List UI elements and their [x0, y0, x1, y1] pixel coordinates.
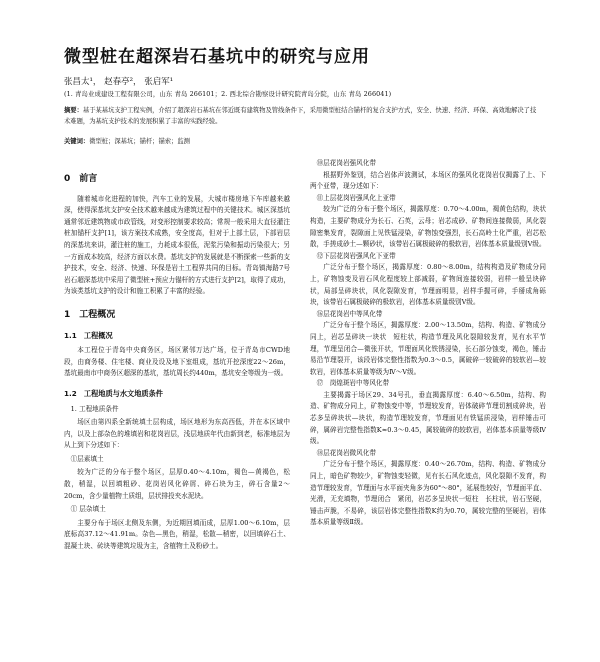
paragraph-geology: 场区由第四系全新统填土层构成，场区地形为东高西低，并在本区域中内，以及上部杂色的堆填岩和花岗岩层，浅层地质年代由新到老，标准地层为从上到下分述如下： — [64, 418, 290, 450]
keywords-label: 关键词： — [64, 138, 90, 145]
heading-layer-e: ⑰ 岗煌斑岩中等风化带 — [316, 379, 390, 388]
section-0-heading: 0 前言 — [64, 174, 98, 184]
abstract — [64, 106, 540, 127]
paragraph-fill-2: 主要分布于场区北侧及东侧，为近期回填而成，层厚1.00～6.10m，层底标高37.12～41.91m。杂色—黑色，稍湿，松散—稍密，以回填碎石土、混凝土块、砖块等建筑垃圾为主，含植物土及粉砂土。 — [64, 518, 290, 551]
keywords — [64, 136, 190, 145]
section-1-heading: 1 工程概况 — [64, 309, 116, 320]
paragraph-layer-a: 根据野外鉴别，结合岩体声波测试，本场区的强风化花岗岩仅揭露了上、下两个亚带，现分述如下： — [310, 170, 546, 191]
paragraph-layer-c: 广泛分布于整个场区，揭露厚度：0.80～8.00m，结构构造及矿物成分同上，矿物蚀变及岩石风化程度较上部减弱，矿物间连接较弱，岩样一般呈块碎状，局部呈碎块状，风化裂隙发育，节理面明显，岩样手握可碎，手掰成角砾块，该带岩石属极破碎的极软岩，岩体基本质量级别Ⅴ级。 — [310, 263, 546, 307]
subheading-fill-1: ①层素填土 — [70, 454, 104, 463]
paragraph-layer-f: 广泛分布于整个场区，揭露厚度：0.40～26.70m，结构、构造、矿物成分同上，暗色矿物较少，矿物蚀变轻微，见有长石风化迹点，风化裂隙不发育，构造节理较发育，节理面与水平面夹角多为60°～80°，延展性较好，节理面平直、光滑，无充填物，节理闭合 紧闭，岩芯多呈块状一短柱 长柱状，岩石坚硬，锤击声脆，不易碎，该层岩体完整性指数K约为0.70，属较完整的坚硬岩，岩体基本质量等级Ⅱ级。 — [310, 460, 546, 527]
paragraph-fill-1: 较为广泛的分布于整个场区，层厚0.40～4.10m，褐色—黄褐色，松散，稍湿，以回填粗砂、花岗岩风化碎屑、碎石块为主，碎石含量2～20cm，含少量植物土质组，层状排投夹水泥块。 — [64, 468, 290, 500]
subheading-geology: 1. 工程地质条件 — [70, 404, 119, 413]
subheading-fill-2: ① 层杂填土 — [70, 505, 106, 514]
heading-layer-a: ⑩层花岗岩强风化带 — [316, 159, 376, 167]
heading-layer-f: ⑱层花岗岩微风化带 — [316, 448, 376, 457]
paragraph-1-1: 本工程位于青岛中央商务区，场区紧邻万达广场，位于青岛市CWD地段，由商务楼、住宅楼、商业及设及地下室组成，基坑开挖深度22～26m，基坑最南市中商务区超深的基坑，基坑周长约440m，基坑安全等级为一级。 — [64, 346, 290, 378]
left-column — [64, 162, 290, 553]
affiliation: (1. 青岛业成建设工程有限公司，山东 青岛 266101；2. 西北综合勘察设计研究院青岛分院，山东 青岛 266041) — [64, 90, 392, 98]
abstract-label: 摘要： — [64, 107, 83, 114]
paragraph-layer-e: 主要揭露于场区29、34号孔，垂直揭露厚度：6.40～6.50m，结构、构造、矿物成分同上，矿物蚀变中等，节理较发育，岩体破碎节理切割成碎块，岩芯多呈碎块状—块状，构造节理较发育，节理面见有铁锰质浸染，岩样锤击可碎，属碎岩完整性指数K≈0.3～0.45，属较破碎的较软岩，岩体基本质量等级Ⅳ级。 — [310, 390, 546, 446]
paragraph-layer-b: 较为广泛的分布于整个场区，揭露厚度：0.70～4.00m，褐黄色结构，块状构造，主要矿物成分为长石、石英，云母；岩芯成砂、矿物间连接微弱，风化裂隙密集发育，裂隙面上见铁锰浸染，矿物蚀变强烈，长石高岭土化严重，岩芯松散，手搓成砂土—颗砂状，该带岩石属极破碎的极软岩，岩体基本质量级别Ⅴ级。 — [310, 205, 546, 249]
authors: 张昌太¹， 赵春亭²， 张启军¹ — [64, 77, 174, 87]
intro-paragraph: 随着城市化进程的加快，汽车工业的发展，大城市楼房地下车库越来越深，使得深基坑支护安全技术越来越成为建筑过程中的关键技术。城区深基坑通常邻近建筑物或市政管线，对变形控制要求较高；常规一般采用大直径灌注桩加锚杆支护[1]，该方案技术成熟，安全度高，但对于上部土层，下部岩层的深基坑来讲，灌注桩的施工，力耗成本很低，泥浆污染和振动污染很大；另一方面成本较高，经济方面以水费。基坑支护的发展就是不断探索一些新的支护技术，安全、经济、快速、环保是岩土工程界共同的目标。青岛镇海路7号岩石超深基坑中采用了微型桩+预应力锚杆的方式进行支护[2]，取得了成功，为该类基坑支护的设计和施工积累了丰富的经验。 — [64, 194, 290, 296]
section-1-2-heading: 1.2 工程地质与水文地质条件 — [64, 388, 163, 398]
heading-layer-d: ⑯层花岗岩中等风化带 — [316, 309, 383, 318]
heading-layer-c: ⑫下层花岗岩强风化下亚带 — [316, 251, 396, 260]
section-1-1-heading: 1.1 工程概况 — [64, 330, 113, 340]
paragraph-layer-d: 广泛分布于整个场区，揭露厚度：2.00～13.50m，结构、构造、矿物成分同上，岩芯呈碎块一块状 短柱状，构造节理及风化裂隙较发育，见有水平节理，节理呈闭合—微张开状，节理面风化铁锈浸染，长石部分蚀变，褐色，锤击易沿节理裂开，该段岩体完整性指数为0.3～0.5，属破碎一较破碎的较软岩—较软岩，岩体基本质量等级为Ⅳ～Ⅴ级。 — [310, 321, 546, 376]
abstract-text: 基于某基坑支护工程实例，介绍了超深岩石基坑在邻近既有建筑物及管线条件下，采用微型桩结合锚杆的复合支护方式，安全、快速、经济、环保、高效地解决了技术难题，为基坑支护技术的发展积累了丰富的实践经验。 — [64, 107, 537, 125]
right-column — [310, 158, 546, 529]
heading-layer-b: ⑪上层花岗岩强风化上亚带 — [316, 193, 396, 202]
paper-title: 微型桩在超深岩石基坑中的研究与应用 — [64, 47, 370, 67]
keywords-text: 微型桩；深基坑；锚杆；锚索；监测 — [89, 138, 190, 145]
